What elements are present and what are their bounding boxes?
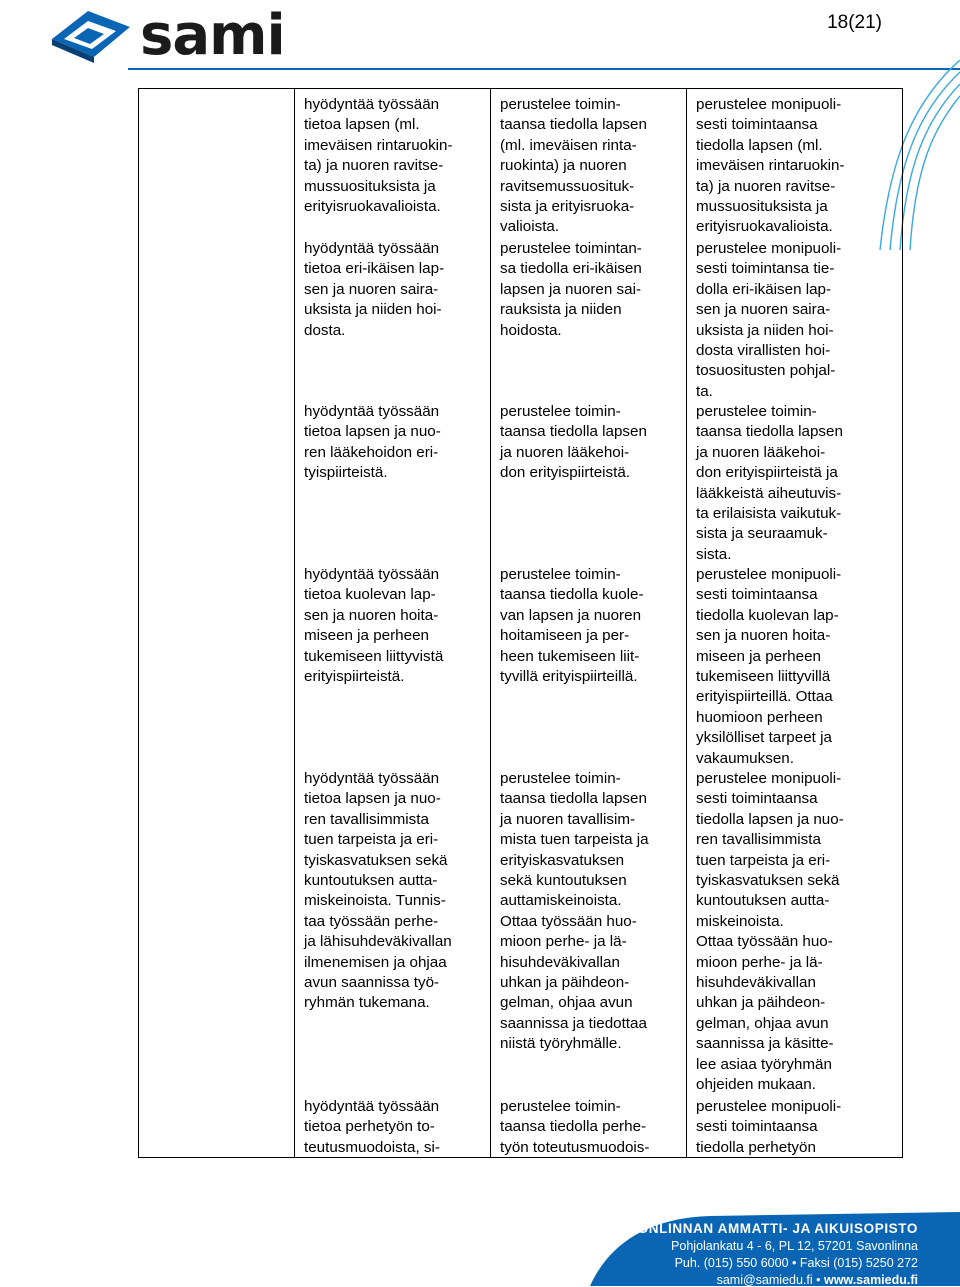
page-number: 18(21) xyxy=(827,12,882,33)
footer-email[interactable]: sami@samiedu.fi xyxy=(716,1273,813,1287)
footer-separator: • xyxy=(812,1273,824,1287)
table-cell-column-3 xyxy=(687,89,903,1158)
criteria-text: hyödyntää työssään tietoa lapsen ja nuo- ren lääkehoidon eri- tyispiirteistä. xyxy=(304,403,441,482)
criteria-text: perustelee monipuoli- sesti toimintaansa tiedolla perhetyön xyxy=(696,1098,842,1156)
criteria-text: hyödyntää työssään tietoa lapsen ja nuo- ren tavallisimmista tuen tarpeista ja eri- tyiskasvatuksen sekä kuntoutuksen autta- miskeinoista. Tunnis- taa työssään perhe- ja lähisuhdeväkivallan ilmenemisen ja ohjaa avun saannissa työ- ryhmän tukemana. xyxy=(304,770,452,1012)
criteria-text: hyödyntää työssään tietoa kuolevan lap- sen ja nuoren hoita- miseen ja perheen tukemiseen liittyvistä erityispiirteistä. xyxy=(304,566,444,686)
table-cell-column-2 xyxy=(491,89,687,1158)
criteria-text: perustelee monipuoli- sesti toimintansa tie- dolla eri-ikäisen lap- sen ja nuoren saira- uksista ja niiden hoi- dosta virallisten hoi- tosuositusten pohjal- ta. xyxy=(696,240,842,400)
page-footer xyxy=(590,1212,960,1286)
criteria-text: perustelee toimin- taansa tiedolla lapsen (ml. imeväisen rinta- ruokinta) ja nuoren ravitsemussuosituk- sista ja erityisruoka- valioista. xyxy=(500,96,647,236)
footer-school-name: SAVONLINNAN AMMATTI- JA AIKUISOPISTO xyxy=(609,1221,918,1236)
table-cell-column-1 xyxy=(295,89,491,1158)
table-row xyxy=(139,89,903,1158)
criteria-text: perustelee toimin- taansa tiedolla perhe- työn toteutusmuodois- xyxy=(500,1098,650,1156)
criteria-table xyxy=(138,88,903,1158)
footer-phone: Puh. (015) 550 6000 • Faksi (015) 5250 272 xyxy=(674,1256,918,1270)
criteria-text: perustelee toimintan- sa tiedolla eri-ikäisen lapsen ja nuoren sai- rauksista ja niiden hoidosta. xyxy=(500,240,642,339)
table-cell-empty xyxy=(139,89,295,1158)
logo-cube-icon xyxy=(44,5,134,65)
criteria-text: perustelee toimin- taansa tiedolla lapsen ja nuoren lääkehoi- don erityispiirteistä. xyxy=(500,403,647,482)
criteria-text: perustelee toimin- taansa tiedolla kuole- van lapsen ja nuoren hoitamiseen ja per- heen tukemiseen liit- tyvillä erityispiirteillä. xyxy=(500,566,644,686)
page-header xyxy=(0,0,960,75)
criteria-text: perustelee toimin- taansa tiedolla lapsen ja nuoren lääkehoi- don erityispiirteistä ja lääkkeistä aiheutuvis- ta erilaisista vaikutuk- sista ja seuraamuk- sista. xyxy=(696,403,843,563)
criteria-text: hyödyntää työssään tietoa perhetyön to- teutusmuodoista, si- xyxy=(304,1098,440,1156)
criteria-text: perustelee monipuoli- sesti toimintaansa tiedolla lapsen ja nuo- ren tavallisimmista tuen tarpeista ja eri- tyiskasvatuksen sekä kuntoutuksen autta- miskeinoista. Ottaa työssään huo- mioon perhe- ja lä- hisuhdeväkivallan uhkan ja päihdeon- gelman, ohjaa avun saannissa ja käsitte- lee asiaa työryhmän ohjeiden mukaan. xyxy=(696,770,844,1094)
criteria-text: perustelee toimin- taansa tiedolla lapsen ja nuoren tavallisim- mista tuen tarpeista ja erityiskasvatuksen sekä kuntoutuksen auttamiskeinoista. Ottaa työssään huo- mioon perhe- ja lä- hisuhdeväkivallan uhkan ja päihdeon- gelman, ohjaa avun saannissa ja tiedottaa niistä työryhmälle. xyxy=(500,770,649,1053)
footer-contact xyxy=(590,1273,918,1287)
footer-address: Pohjolankatu 4 - 6, PL 12, 57201 Savonlinna xyxy=(671,1239,918,1253)
footer-website[interactable]: www.samiedu.fi xyxy=(823,1273,918,1287)
criteria-text: hyödyntää työssään tietoa lapsen (ml. imeväisen rintaruokin- ta) ja nuoren ravitse- mussuosituksista ja erityisruokavalioista. xyxy=(304,96,453,216)
sami-logo xyxy=(44,3,285,68)
logo-text: sami xyxy=(140,3,285,68)
criteria-text: perustelee monipuoli- sesti toimintaansa tiedolla kuolevan lap- sen ja nuoren hoita- miseen ja perheen tukemiseen liittyvillä erityispiirteillä. Ottaa huomioon perheen yksilölliset tarpeet ja vakaumuksen. xyxy=(696,566,842,767)
criteria-text: hyödyntää työssään tietoa eri-ikäisen lap- sen ja nuoren saira- uksista ja niiden hoi- dosta. xyxy=(304,240,445,339)
criteria-text: perustelee monipuoli- sesti toimintaansa tiedolla lapsen (ml. imeväisen rintaruokin- ta) ja nuoren ravitse- mussuosituksista ja erityisruokavalioista. xyxy=(696,96,845,236)
